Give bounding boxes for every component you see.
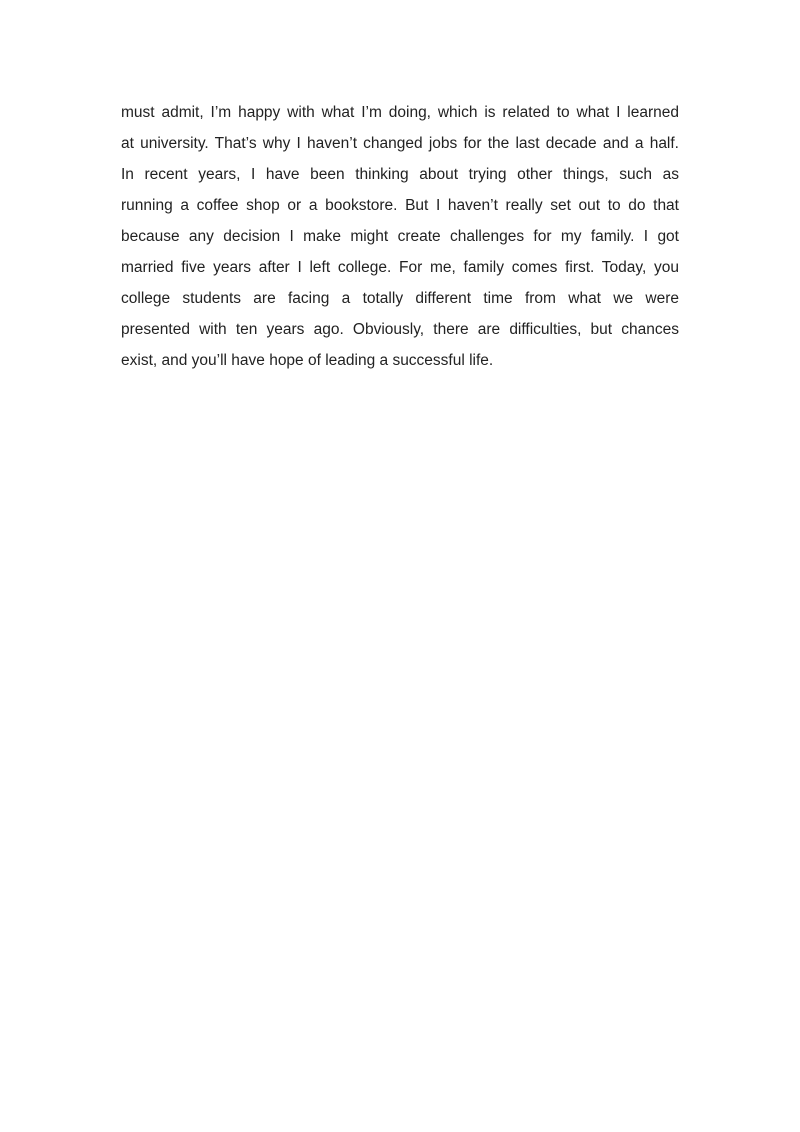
paragraph-line: exist, and you’ll have hope of leading a successful life. bbox=[121, 352, 494, 369]
paragraph-line: must admit, I’m happy with what I’m doing, which is related to what I learned bbox=[121, 104, 679, 121]
paragraph-line: In recent years, I have been thinking about trying other things, such as bbox=[121, 166, 679, 183]
paragraph-line: because any decision I make might create challenges for my family. I got bbox=[121, 228, 679, 245]
paragraph-line: married five years after I left college. For me, family comes first. Today, you bbox=[121, 259, 679, 276]
paragraph-line: at university. That’s why I haven’t changed jobs for the last decade and a half. bbox=[121, 135, 679, 152]
body-paragraph bbox=[121, 97, 679, 376]
paragraph-line: college students are facing a totally different time from what we were bbox=[121, 290, 679, 307]
paragraph-line: presented with ten years ago. Obviously, there are difficulties, but chances bbox=[121, 321, 679, 338]
paragraph-line: running a coffee shop or a bookstore. But I haven’t really set out to do that bbox=[121, 197, 679, 214]
